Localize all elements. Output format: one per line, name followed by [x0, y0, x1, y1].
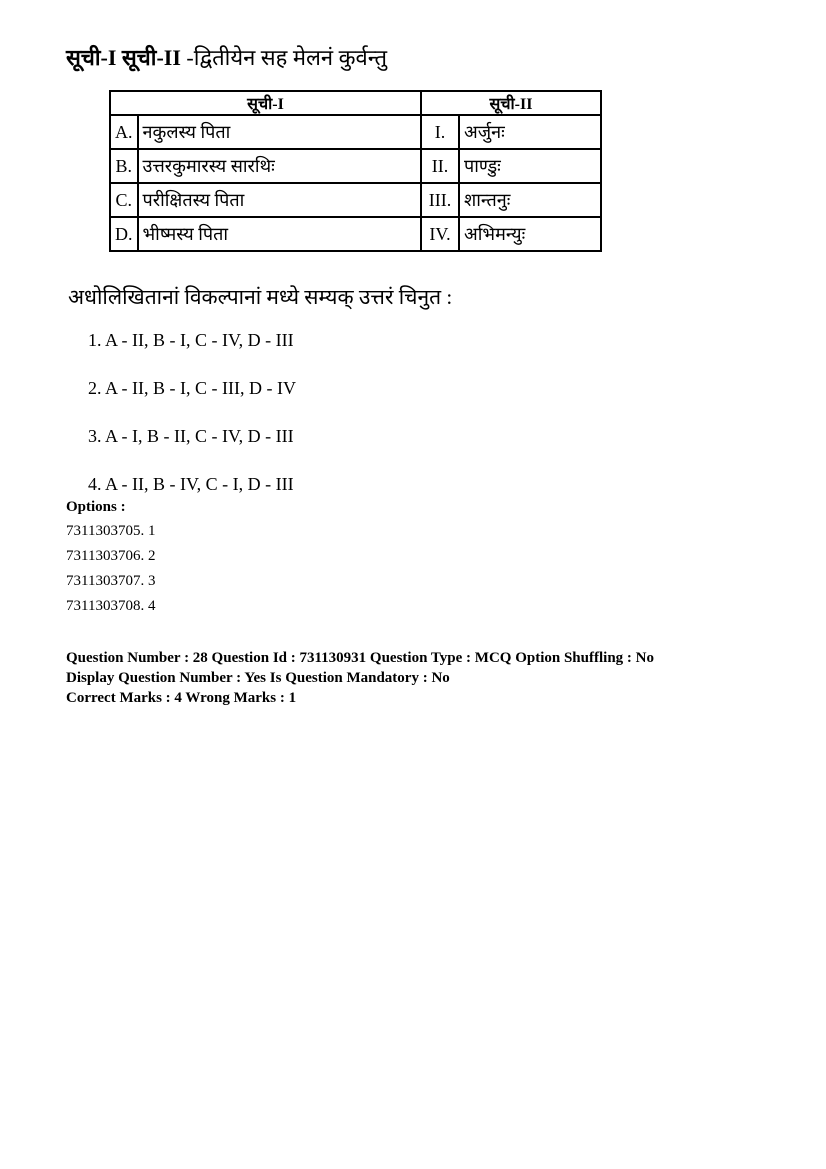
option-item: 7311303707. 3 — [66, 573, 156, 589]
options-list — [66, 523, 155, 623]
right-key: III. — [421, 183, 459, 217]
option-item: 7311303706. 2 — [66, 548, 156, 564]
option-item: 7311303708. 4 — [66, 598, 156, 614]
right-key: IV. — [421, 217, 459, 251]
meta-line-2: Display Question Number : Yes Is Question Mandatory : No — [66, 670, 450, 686]
list-1-header: सूची-I — [110, 91, 421, 115]
table-row — [110, 183, 601, 217]
match-table-header — [110, 91, 601, 115]
choice-1: 1. A - II, B - I, C - IV, D - III — [88, 330, 294, 350]
answer-choices — [88, 330, 296, 522]
instruction-text: अधोलिखितानां विकल्पानां मध्ये सम्यक् उत्तरं चिनुत : — [68, 285, 453, 309]
left-text: भीष्मस्य पिता — [138, 217, 422, 251]
table-row — [110, 149, 601, 183]
choice-4: 4. A - II, B - IV, C - I, D - III — [88, 474, 294, 494]
options-label: Options : — [66, 499, 126, 515]
left-key: C. — [110, 183, 138, 217]
right-text: अभिमन्युः — [459, 217, 601, 251]
left-key: D. — [110, 217, 138, 251]
meta-line-3: Correct Marks : 4 Wrong Marks : 1 — [66, 690, 297, 706]
question-title-lists: सूची-I सूची-II — [66, 45, 181, 70]
table-row — [110, 115, 601, 149]
table-row — [110, 217, 601, 251]
right-key: II. — [421, 149, 459, 183]
list-2-header: सूची-II — [421, 91, 601, 115]
right-key: I. — [421, 115, 459, 149]
choice-3: 3. A - I, B - II, C - IV, D - III — [88, 426, 294, 446]
choice-2: 2. A - II, B - I, C - III, D - IV — [88, 378, 296, 398]
left-text: उत्तरकुमारस्य सारथिः — [138, 149, 422, 183]
match-table — [109, 90, 602, 252]
left-key: B. — [110, 149, 138, 183]
right-text: पाण्डुः — [459, 149, 601, 183]
meta-line-1: Question Number : 28 Question Id : 731130931 Question Type : MCQ Option Shuffling : No — [66, 650, 654, 666]
option-item: 7311303705. 1 — [66, 523, 156, 539]
right-text: शान्तनुः — [459, 183, 601, 217]
left-text: नकुलस्य पिता — [138, 115, 422, 149]
question-meta — [66, 650, 654, 710]
left-text: परीक्षितस्य पिता — [138, 183, 422, 217]
left-key: A. — [110, 115, 138, 149]
question-title-instruction: -द्वितीयेन सह मेलनं कुर्वन्तु — [180, 45, 388, 70]
right-text: अर्जुनः — [459, 115, 601, 149]
question-title — [66, 42, 387, 72]
